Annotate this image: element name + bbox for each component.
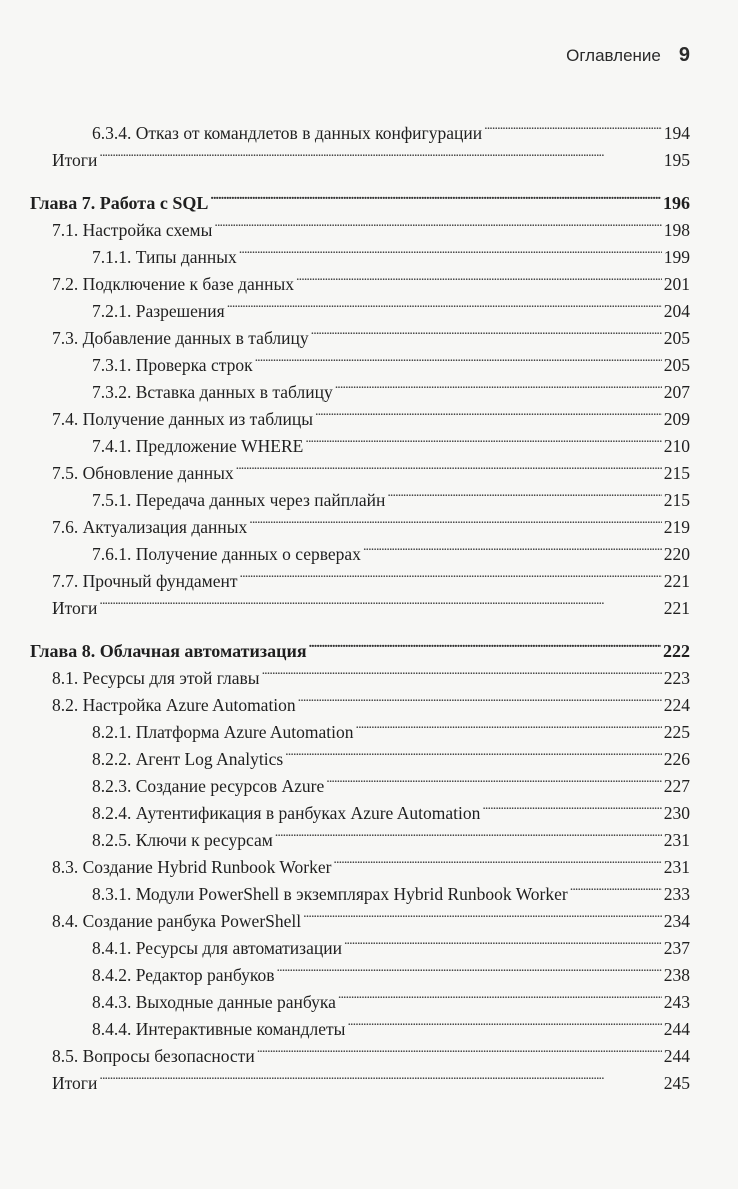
toc-entry[interactable] bbox=[52, 587, 690, 618]
toc-entry-page: 215 bbox=[663, 490, 690, 510]
toc-entry-label: Глава 7. Работа с SQL bbox=[30, 193, 209, 213]
toc-entry-label: 6.3.4. Отказ от командлетов в данных конфигурации bbox=[92, 123, 483, 143]
toc-entry-label: 8.4.3. Выходные данные ранбука bbox=[92, 992, 336, 1012]
toc-leader-dots bbox=[356, 711, 662, 738]
toc-entry-page: 204 bbox=[663, 301, 690, 321]
toc-entry-page: 244 bbox=[663, 1046, 690, 1066]
toc-leader-dots bbox=[298, 684, 662, 711]
toc-entry-label: 8.5. Вопросы безопасности bbox=[52, 1046, 255, 1066]
toc-entry-page: 223 bbox=[663, 668, 690, 688]
toc-leader-dots bbox=[303, 900, 662, 927]
toc-leader-dots bbox=[305, 425, 661, 452]
toc-leader-dots bbox=[210, 182, 661, 209]
toc-entry-page: 237 bbox=[663, 938, 690, 958]
toc-entry-page: 221 bbox=[663, 571, 690, 591]
toc-entry-label: 7.1. Настройка схемы bbox=[52, 220, 213, 240]
toc-leader-dots bbox=[240, 560, 662, 587]
toc-leader-dots bbox=[255, 344, 662, 371]
toc-entry-label: 8.4.4. Интерактивные командлеты bbox=[92, 1019, 346, 1039]
toc-leader-dots bbox=[482, 792, 661, 819]
toc-leader-dots bbox=[363, 533, 662, 560]
toc-leader-dots bbox=[239, 236, 662, 263]
toc-entry-page: 245 bbox=[663, 1073, 690, 1093]
toc-entry-label: 7.2.1. Разрешения bbox=[92, 301, 225, 321]
toc-entry-page: 220 bbox=[663, 544, 690, 564]
page-header bbox=[566, 44, 690, 67]
toc-leader-dots bbox=[285, 738, 662, 765]
toc-entry-page: 210 bbox=[663, 436, 690, 456]
toc-leader-dots bbox=[335, 371, 662, 398]
toc-leader-dots bbox=[338, 981, 662, 1008]
toc-entry-page: 205 bbox=[663, 355, 690, 375]
toc-entry-page: 194 bbox=[663, 123, 690, 143]
toc-leader-dots bbox=[257, 1035, 662, 1062]
toc-leader-dots bbox=[99, 139, 661, 166]
toc-entry-label: 7.3.1. Проверка строк bbox=[92, 355, 253, 375]
toc-entry-label: 8.2.5. Ключи к ресурсам bbox=[92, 830, 273, 850]
header-title: Оглавление bbox=[566, 46, 661, 65]
toc-leader-dots bbox=[309, 630, 661, 657]
toc-leader-dots bbox=[570, 873, 662, 900]
toc-entry-label: 8.2.3. Создание ресурсов Azure bbox=[92, 776, 325, 796]
toc-entry-page: 201 bbox=[663, 274, 690, 294]
toc-entry-page: 215 bbox=[663, 463, 690, 483]
toc-chapter-entry[interactable] bbox=[30, 630, 690, 661]
toc-entry-label: 8.4.1. Ресурсы для автоматизации bbox=[92, 938, 342, 958]
toc-entry-label: Итоги bbox=[52, 598, 98, 618]
toc-entry-page: 234 bbox=[663, 911, 690, 931]
toc-entry[interactable] bbox=[52, 112, 690, 143]
toc-leader-dots bbox=[484, 112, 662, 139]
toc-entry-page: 209 bbox=[663, 409, 690, 429]
toc-entry-page: 226 bbox=[663, 749, 690, 769]
toc-leader-dots bbox=[275, 819, 662, 846]
table-of-contents bbox=[30, 112, 690, 1093]
toc-entry-page: 207 bbox=[663, 382, 690, 402]
toc-entry-label: 7.7. Прочный фундамент bbox=[52, 571, 238, 591]
toc-entry-label: Итоги bbox=[52, 150, 98, 170]
toc-entry-label: Глава 8. Облачная автоматизация bbox=[30, 641, 307, 661]
toc-entry-label: 7.1.1. Типы данных bbox=[92, 247, 237, 267]
toc-entry-label: 8.1. Ресурсы для этой главы bbox=[52, 668, 260, 688]
toc-entry-label: 8.4.2. Редактор ранбуков bbox=[92, 965, 275, 985]
toc-entry-page: 233 bbox=[663, 884, 690, 904]
toc-entry-page: 227 bbox=[663, 776, 690, 796]
toc-chapter-entry[interactable] bbox=[30, 182, 690, 213]
toc-entry[interactable] bbox=[52, 1062, 690, 1093]
toc-leader-dots bbox=[326, 765, 662, 792]
toc-entry-page: 244 bbox=[663, 1019, 690, 1039]
toc-entry-page: 219 bbox=[663, 517, 690, 537]
toc-entry-page: 196 bbox=[663, 193, 690, 213]
toc-entry-page: 231 bbox=[663, 830, 690, 850]
toc-leader-dots bbox=[249, 506, 662, 533]
toc-entry-label: 7.6.1. Получение данных о серверах bbox=[92, 544, 361, 564]
toc-leader-dots bbox=[311, 317, 662, 344]
toc-entry-label: 7.5.1. Передача данных через пайплайн bbox=[92, 490, 386, 510]
toc-entry-page: 198 bbox=[663, 220, 690, 240]
chapter-spacer bbox=[52, 614, 690, 630]
toc-entry-label: Итоги bbox=[52, 1073, 98, 1093]
toc-leader-dots bbox=[99, 587, 661, 614]
toc-entry-page: 230 bbox=[663, 803, 690, 823]
toc-leader-dots bbox=[277, 954, 662, 981]
toc-entry-label: 8.2.4. Аутентификация в ранбуках Azure Automation bbox=[92, 803, 481, 823]
toc-entry-page: 222 bbox=[663, 641, 690, 661]
toc-leader-dots bbox=[227, 290, 662, 317]
toc-leader-dots bbox=[296, 263, 662, 290]
toc-leader-dots bbox=[214, 209, 661, 236]
toc-entry-label: 7.2. Подключение к базе данных bbox=[52, 274, 295, 294]
toc-entry-label: 7.4. Получение данных из таблицы bbox=[52, 409, 313, 429]
toc-leader-dots bbox=[315, 398, 662, 425]
toc-entry-page: 221 bbox=[663, 598, 690, 618]
toc-entry-label: 8.3.1. Модули PowerShell в экземплярах Hybrid Runbook Worker bbox=[92, 884, 568, 904]
toc-leader-dots bbox=[387, 479, 661, 506]
toc-entry-page: 224 bbox=[663, 695, 690, 715]
toc-leader-dots bbox=[99, 1062, 661, 1089]
toc-leader-dots bbox=[236, 452, 662, 479]
toc-entry-label: 8.4. Создание ранбука PowerShell bbox=[52, 911, 302, 931]
toc-entry-label: 7.4.1. Предложение WHERE bbox=[92, 436, 304, 456]
toc-entry-label: 8.2.1. Платформа Azure Automation bbox=[92, 722, 354, 742]
toc-entry-page: 243 bbox=[663, 992, 690, 1012]
toc-entry-label: 8.3. Создание Hybrid Runbook Worker bbox=[52, 857, 332, 877]
toc-entry-page: 231 bbox=[663, 857, 690, 877]
toc-entry-label: 8.2.2. Агент Log Analytics bbox=[92, 749, 284, 769]
toc-entry-page: 225 bbox=[663, 722, 690, 742]
toc-leader-dots bbox=[344, 927, 662, 954]
toc-entry-page: 195 bbox=[663, 150, 690, 170]
toc-leader-dots bbox=[262, 657, 662, 684]
toc-entry-label: 8.2. Настройка Azure Automation bbox=[52, 695, 296, 715]
chapter-spacer bbox=[52, 166, 690, 182]
toc-entry-page: 199 bbox=[663, 247, 690, 267]
toc-leader-dots bbox=[347, 1008, 661, 1035]
toc-entry-page: 205 bbox=[663, 328, 690, 348]
toc-entry-label: 7.5. Обновление данных bbox=[52, 463, 234, 483]
toc-entry-label: 7.3.2. Вставка данных в таблицу bbox=[92, 382, 333, 402]
toc-entry-page: 238 bbox=[663, 965, 690, 985]
header-page-number: 9 bbox=[678, 44, 690, 66]
toc-entry[interactable] bbox=[52, 139, 690, 170]
toc-entry-label: 7.3. Добавление данных в таблицу bbox=[52, 328, 309, 348]
toc-entry-label: 7.6. Актуализация данных bbox=[52, 517, 248, 537]
toc-leader-dots bbox=[333, 846, 661, 873]
